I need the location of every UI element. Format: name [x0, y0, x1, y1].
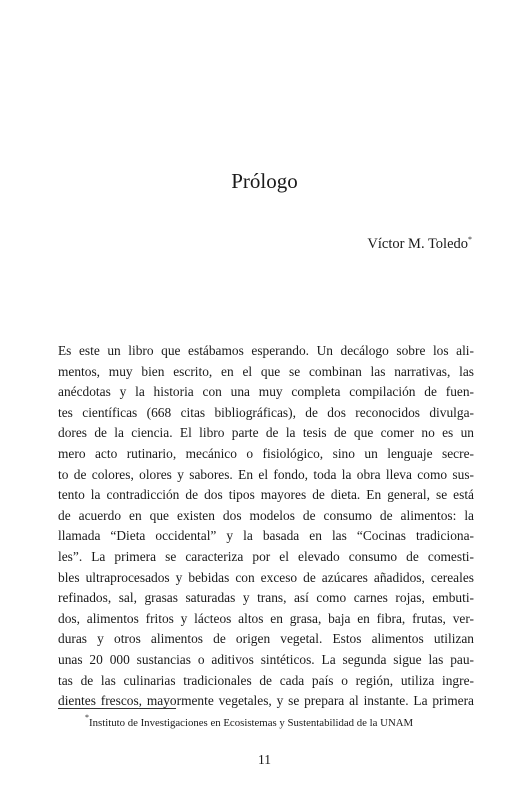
footnote-divider — [58, 708, 176, 709]
paragraph-line: to de colores, olores y sabores. En el fondo, toda la obra lleva como sus- — [58, 466, 474, 482]
paragraph-line: de acuerdo en que existen dos modelos de consumo de alimentos: la — [58, 507, 474, 523]
paragraph-line: dores de la ciencia. El libro parte de la tesis de que comer no es un — [58, 425, 474, 441]
paragraph-line: unas 20 000 sustancias o aditivos sintéticos. La segunda sigue las pau- — [58, 651, 474, 667]
paragraph-line: refinados, sal, grasas saturadas y trans, así como carnes rojas, embuti- — [58, 590, 474, 606]
paragraph-line: mero acto rutinario, mecánico o fisiológico, sino un lenguaje secre- — [58, 445, 474, 461]
paragraph-line: Es este un libro que estábamos esperando. Un decálogo sobre los ali- — [58, 343, 474, 358]
paragraph-line: bles ultraprocesados y bebidas con exceso de azúcares añadidos, cereales — [58, 569, 474, 585]
chapter-author — [367, 235, 472, 253]
paragraph-line: dos, alimentos fritos y lácteos altos en grasa, baja en fibra, frutas, ver- — [58, 610, 474, 626]
chapter-title: Prólogo — [231, 169, 298, 193]
paragraph-line: les”. La primera se caracteriza por el elevado consumo de comesti- — [58, 548, 474, 564]
paragraph-line: tas de las culinarias tradicionales de cada país o región, utiliza ingre- — [58, 672, 474, 688]
paragraph-line: anécdotas y la historia con una muy completa compilación de fuen- — [58, 384, 474, 400]
author-name: Víctor M. Toledo — [367, 236, 468, 252]
body-paragraph — [58, 341, 474, 712]
paragraph-line: tento la contradicción de dos tipos mayores de dieta. En general, se está — [58, 487, 474, 503]
author-footnote-marker: * — [468, 235, 472, 244]
paragraph-line: dientes frescos, mayormente vegetales, y se prepara al instante. La primera — [58, 693, 474, 709]
paragraph-line: mentos, muy bien escrito, en el que se combinan las narrativas, las — [58, 363, 474, 379]
paragraph-line: duras y otros alimentos de origen vegetal. Estos alimentos utilizan — [58, 631, 474, 647]
paragraph-line: tes científicas (668 citas bibliográficas), de dos reconocidos divulga- — [58, 404, 474, 420]
footnote — [85, 713, 414, 730]
footnote-text: Instituto de Investigaciones en Ecosistemas y Sustentabilidad de la UNAM — [89, 717, 414, 729]
page-number: 11 — [258, 752, 271, 767]
footnote-marker: * — [85, 713, 89, 722]
paragraph-line: llamada “Dieta occidental” y la basada en las “Cocinas tradiciona- — [58, 528, 474, 544]
